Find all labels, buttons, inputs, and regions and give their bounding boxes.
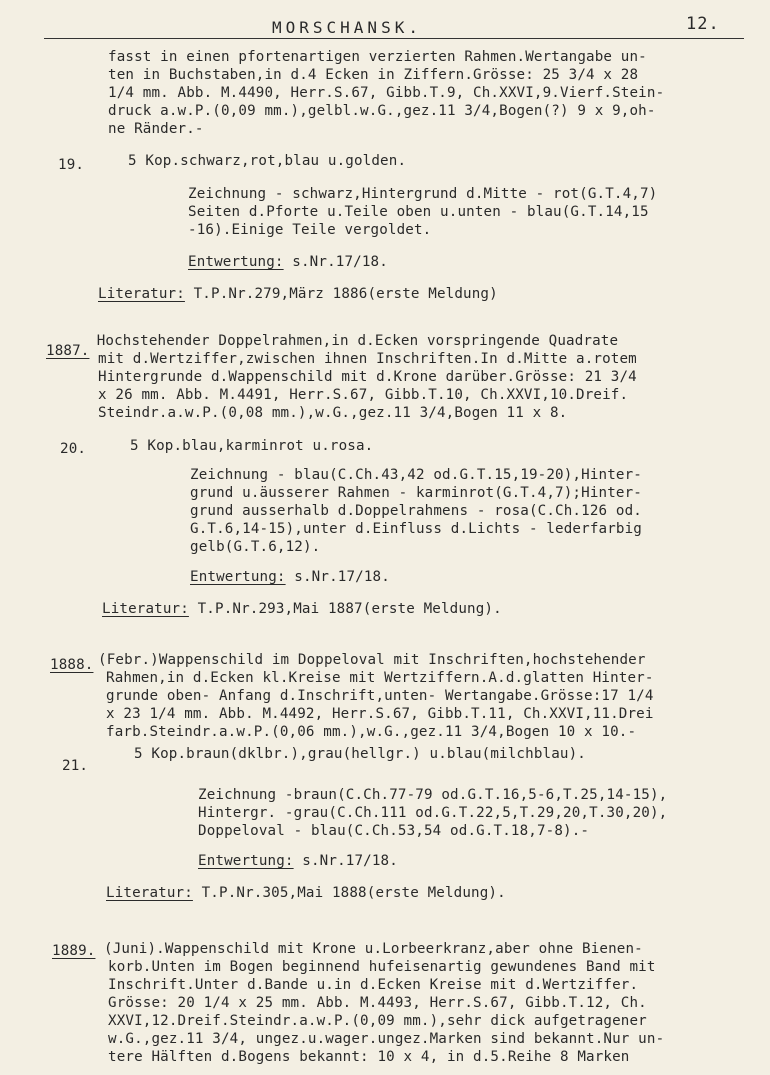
zeichnung-line: -16).Einige Teile vergoldet. — [188, 222, 432, 238]
zeichnung-line: G.T.6,14-15),unter d.Einfluss d.Lichts - lederfarbig — [190, 521, 642, 537]
intro-line: ten in Buchstaben,in d.4 Ecken in Ziffern.Grösse: 25 3/4 x 28 — [108, 67, 639, 83]
year-text-line: Hochstehender Doppelrahmen,in d.Ecken vorspringende Quadrate — [88, 333, 619, 349]
year-text-line: mit d.Wertziffer,zwischen ihnen Inschriften.In d.Mitte a.rotem — [98, 351, 637, 367]
intro-line: fasst in einen pfortenartigen verzierten Rahmen.Wertangabe un- — [108, 49, 647, 65]
literatur-label: Literatur: — [102, 601, 189, 617]
year-text-line: x 23 1/4 mm. Abb. M.4492, Herr.S.67, Gibb.T.11, Ch.XXVI,11.Drei — [106, 706, 654, 722]
year-text-line: Steindr.a.w.P.(0,08 mm.),w.G.,gez.11 3/4,Bogen 11 x 8. — [98, 405, 568, 421]
entry-title: 5 Kop.braun(dklbr.),grau(hellgr.) u.blau(milchblau). — [134, 746, 586, 762]
year-text-line: farb.Steindr.a.w.P.(0,06 mm.),w.G.,gez.11 3/4,Bogen 10 x 10.- — [106, 724, 637, 740]
page-number: 12. — [686, 14, 720, 34]
entwertung-text: s.Nr.17/18. — [285, 569, 390, 585]
literatur-label: Literatur: — [106, 885, 193, 901]
year-text-line: (Febr.)Wappenschild im Doppeloval mit Inschriften,hochstehender — [98, 652, 646, 668]
zeichnung-line: grund ausserhalb d.Doppelrahmens - rosa(C.Ch.126 od. — [190, 503, 642, 519]
entry-number: 20. — [60, 441, 87, 457]
year-text-line: Inschrift.Unter d.Bande u.in d.Ecken Kreise mit d.Wertziffer. — [108, 977, 639, 993]
zeichnung-line: Seiten d.Pforte u.Teile oben u.unten - blau(G.T.14,15 — [188, 204, 649, 220]
literatur-text: T.P.Nr.279,März 1886(erste Meldung) — [184, 286, 498, 302]
zeichnung-line: Hintergr. -grau(C.Ch.111 od.G.T.22,5,T.29,20,T.30,20), — [198, 805, 668, 821]
intro-line: 1/4 mm. Abb. M.4490, Herr.S.67, Gibb.T.9, Ch.XXVI,9.Vierf.Stein- — [108, 85, 665, 101]
year-text-line: grunde oben- Anfang d.Inschrift,unten- Wertangabe.Grösse:17 1/4 — [106, 688, 654, 704]
literatur-text: T.P.Nr.305,Mai 1888(erste Meldung). — [192, 885, 506, 901]
zeichnung-line: gelb(G.T.6,12). — [190, 539, 321, 555]
year-text-line: Hintergrunde d.Wappenschild mit d.Krone darüber.Grösse: 21 3/4 — [98, 369, 637, 385]
year-label: 1889. — [52, 943, 96, 959]
entwertung-label: Entwertung: — [190, 569, 286, 585]
year-text-line: tere Hälften d.Bogens bekannt: 10 x 4, in d.5.Reihe 8 Marken — [108, 1049, 630, 1065]
zeichnung-line: Doppeloval - blau(C.Ch.53,54 od.G.T.18,7-8).- — [198, 823, 590, 839]
entwertung — [190, 568, 390, 586]
year-text-line: w.G.,gez.11 3/4, ungez.u.wager.ungez.Marken sind bekannt.Nur un- — [108, 1031, 665, 1047]
literatur — [106, 884, 506, 902]
zeichnung-line: Zeichnung - schwarz,Hintergrund d.Mitte - rot(G.T.4,7) — [188, 186, 658, 202]
zeichnung-line: grund u.äusserer Rahmen - karminrot(G.T.4,7);Hinter- — [190, 485, 642, 501]
entwertung — [188, 253, 388, 271]
year-text-line: Rahmen,in d.Ecken kl.Kreise mit Wertziffern.A.d.glatten Hinter- — [106, 670, 654, 686]
literatur-text: T.P.Nr.293,Mai 1887(erste Meldung). — [188, 601, 502, 617]
intro-line: ne Ränder.- — [108, 121, 204, 137]
intro-line: druck a.w.P.(0,09 mm.),gelbl.w.G.,gez.11 3/4,Bogen(?) 9 x 9,oh- — [108, 103, 656, 119]
year-label: 1887. — [46, 343, 90, 359]
year-text-line: korb.Unten im Bogen beginnend hufeisenartig gewundenes Band mit — [108, 959, 656, 975]
zeichnung-line: Zeichnung - blau(C.Ch.43,42 od.G.T.15,19-20),Hinter- — [190, 467, 642, 483]
entwertung-text: s.Nr.17/18. — [293, 853, 398, 869]
year-text-line: x 26 mm. Abb. M.4491, Herr.S.67, Gibb.T.10, Ch.XXVI,10.Dreif. — [98, 387, 629, 403]
year-text-line: (Juni).Wappenschild mit Krone u.Lorbeerkranz,aber ohne Bienen- — [104, 941, 643, 957]
zeichnung-line: Zeichnung -braun(C.Ch.77-79 od.G.T.16,5-6,T.25,14-15), — [198, 787, 668, 803]
entwertung — [198, 852, 398, 870]
entwertung-text: s.Nr.17/18. — [283, 254, 388, 270]
literatur — [102, 600, 502, 618]
year-text-line: Grösse: 20 1/4 x 25 mm. Abb. M.4493, Herr.S.67, Gibb.T.12, Ch. — [108, 995, 647, 1011]
year-label: 1888. — [50, 657, 94, 673]
literatur — [98, 285, 498, 303]
year-text-line: XXVI,12.Dreif.Steindr.a.w.P.(0,09 mm.),sehr dick aufgetragener — [108, 1013, 647, 1029]
entwertung-label: Entwertung: — [188, 254, 284, 270]
entry-title: 5 Kop.blau,karminrot u.rosa. — [130, 438, 374, 454]
header-rule — [44, 38, 744, 39]
entry-number: 19. — [58, 157, 85, 173]
entwertung-label: Entwertung: — [198, 853, 294, 869]
page-title: MORSCHANSK. — [272, 18, 422, 37]
literatur-label: Literatur: — [98, 286, 185, 302]
entry-title: 5 Kop.schwarz,rot,blau u.golden. — [128, 153, 407, 169]
entry-number: 21. — [62, 758, 89, 774]
